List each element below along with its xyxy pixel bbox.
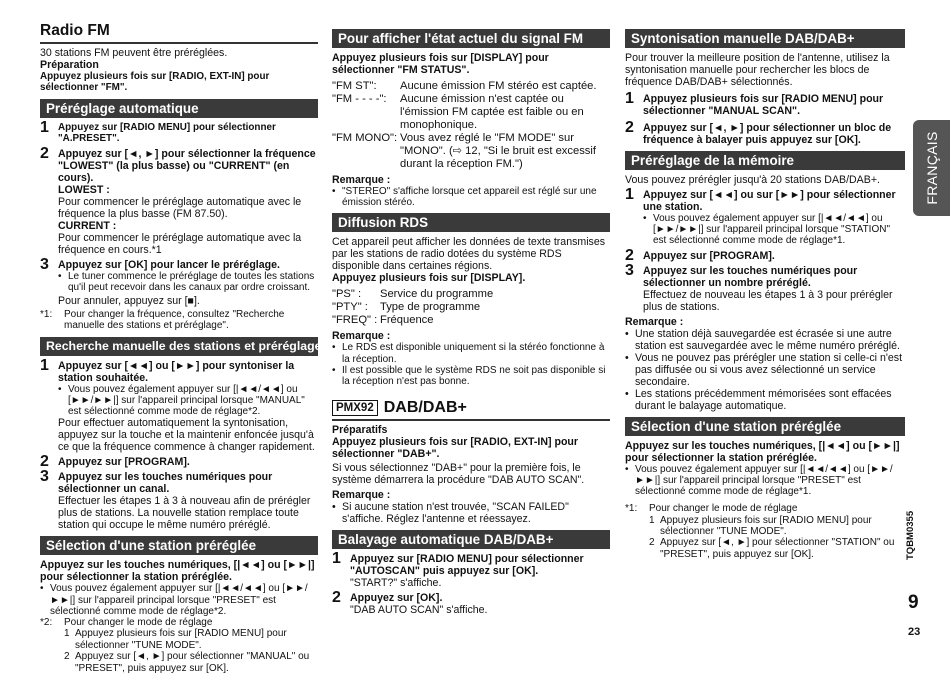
memory-remark-1: • Une station déjà sauvegardée est écrasée si une autre station est sauvegardée avec le même numéro préréglé.	[625, 328, 905, 352]
dab-select-bullet: • Vous pouvez également appuyer sur [|◄◄/◄◄] ou [►►/►►|] sur l'appareil principal lorsque "PRESET" est sélectionné comme mode de réglage*1.	[625, 464, 905, 498]
local-page-number: 9	[908, 592, 919, 613]
scan-step-1: 1 Appuyez sur [RADIO MENU] pour sélectionner "AUTOSCAN" puis appuyez sur [OK]. "START?" s'affiche.	[332, 550, 584, 590]
select-instruction: Appuyez sur les touches numériques, [|◄◄] ou [►►|] pour sélectionner la station préréglée.	[40, 559, 315, 584]
manual-step-3: 3 Appuyez sur les touches numériques pour sélectionner un canal. Effectuer les étapes 1 à 3 à nouveau afin de prérégler plus de stations. La nouvelle station remplace toute station qui occupe le même numéro préréglé.	[40, 468, 311, 532]
dab-remark: • Si aucune station n'est trouvée, "SCAN FAILED" s'affiche. Réglez l'antenne et réessayez.	[332, 501, 610, 525]
title-rule	[40, 42, 318, 44]
rds-remark-2: • Il est possible que le système RDS ne soit pas disponible si la réception n'est pas bonne.	[332, 365, 610, 387]
manual-step-2: 2 Appuyez sur [PROGRAM].	[40, 453, 190, 471]
scan-step-2: 2 Appuyez sur [OK]. "DAB AUTO SCAN" s'affiche.	[332, 589, 488, 617]
header-fm-status: Pour afficher l'état actuel du signal FM	[332, 29, 610, 48]
page-number: 23	[908, 626, 921, 638]
memory-step-1: 1 Appuyez sur [◄◄] ou sur [►►] pour sélectionner une station. • Vous pouvez également appuyer sur [|◄◄/◄◄] ou [►►/►►|] sur l'appareil principal lorsque "STATION" est sélectionné comme mode de réglage*1.	[625, 189, 905, 247]
header-preset-auto: Préréglage automatique	[40, 99, 318, 118]
dab-prep-note: Si vous sélectionnez "DAB+" pour la première fois, le système démarrera la procédure "DAB AUTO SCAN".	[332, 462, 585, 487]
model-badge: PMX92	[332, 400, 378, 416]
remark-stereo: • "STEREO" s'affiche lorsque cet appareil est réglé sur une émission stéréo.	[332, 186, 610, 208]
middle-column	[332, 22, 610, 616]
left-column	[40, 22, 322, 674]
manual-step-1: 1 Appuyez sur [◄◄] ou [►►] pour syntoniser la station souhaitée. • Vous pouvez également appuyer sur [|◄◄/◄◄] ou [►►/►►|] sur l'appareil principal lorsque "MANUAL" est sélectionné comme mode de réglage*2. Pour effectuer automatiquement la syntonisation, appuyez sur la touche et la maintenir enfoncée jusqu'à ce que la fréquence commence à changer rapidement.	[40, 360, 318, 454]
footnote-2-sub2: 2 Appuyez sur [◄, ►] pour sélectionner "MANUAL" ou "PRESET", puis appuyez sur [OK].	[64, 651, 310, 674]
rds-remark-1: • Le RDS est disponible uniquement si la stéréo fonctionne à la réception.	[332, 342, 610, 364]
header-select-preset-dab: Sélection d'une station préréglée	[625, 417, 905, 436]
dab-select-instruction: Appuyez sur les touches numériques, [|◄◄] ou [►►|] pour sélectionner la station préréglée.	[625, 439, 900, 464]
memory-remark-label: Remarque :	[625, 315, 684, 328]
memory-remark-3: • Les stations précédemment mémorisées sont effacées durant le balayage automatique.	[625, 388, 905, 412]
header-select-preset-fm: Sélection d'une station préréglée	[40, 536, 318, 555]
dab-prep-text: Appuyez plusieurs fois sur [RADIO, EXT-IN] pour sélectionner "DAB+".	[332, 436, 579, 461]
rds-list: "PS" : Service du programme "PTY" : Type de programme "FREQ" : Fréquence	[332, 288, 494, 327]
prep-label: Préparation	[40, 59, 99, 71]
tune-step-1: 1 Appuyez plusieurs fois sur [RADIO MENU] pour sélectionner "MANUAL SCAN".	[625, 90, 884, 117]
dab-prep-label: Préparatifs	[332, 424, 388, 437]
header-manual-tune-dab: Syntonisation manuelle DAB/DAB+	[625, 29, 905, 48]
header-rds: Diffusion RDS	[332, 213, 610, 232]
right-column	[625, 22, 905, 560]
fm-intro: 30 stations FM peuvent être préréglées.	[40, 47, 228, 59]
dab-footnote-sub1: 1 Appuyez plusieurs fois sur [RADIO MENU] pour sélectionner "TUNE MODE".	[649, 514, 872, 538]
tune-step-2: 2 Appuyez sur [◄, ►] pour sélectionner un bloc de fréquence à balayer puis appuyez sur [OK].	[625, 119, 892, 146]
rds-instruction: Appuyez plusieurs fois sur [DISPLAY].	[332, 272, 526, 285]
step-1: 1 Appuyez sur [RADIO MENU] pour sélectionner "A.PRESET".	[40, 118, 276, 145]
tune-intro: Pour trouver la meilleure position de l'antenne, utilisez la syntonisation manuelle pour rechercher les blocs de fréquence DAB/DAB+ sélectionnés.	[625, 52, 890, 88]
dab-footnote-sub2: 2 Appuyez sur [◄, ►] pour sélectionner "STATION" ou "PRESET", puis appuyez sur [OK].	[649, 537, 895, 560]
header-auto-scan: Balayage automatique DAB/DAB+	[332, 530, 610, 549]
memory-step-3: 3 Appuyez sur les touches numériques pour sélectionner un nombre préréglé. Effectuez de nouveau les étapes 1 à 3 pour prérégler plus de stations.	[625, 261, 893, 313]
select-bullet: • Vous pouvez également appuyer sur [|◄◄/◄◄] ou [►►/►►|] sur l'appareil principal lorsque "PRESET" est sélectionné comme mode de réglage*2.	[40, 583, 318, 617]
remark-label: Remarque :	[332, 174, 391, 186]
fm-status-instruction: Appuyez plusieurs fois sur [DISPLAY] pour sélectionner "FM STATUS".	[332, 52, 549, 76]
step-2: 2 Appuyez sur [◄, ►] pour sélectionner la fréquence "LOWEST" (la plus basse) ou "CURRENT" (en cours). LOWEST : Pour commencer le préréglage automatique avec le fréquence la plus basse (FM 87.50). CURRENT : Pour commencer le préréglage automatique avec la fréquence en cours.*1	[40, 144, 316, 256]
footnote-2: *2: Pour changer le mode de réglage	[40, 617, 213, 629]
memory-step-2: 2 Appuyez sur [PROGRAM].	[625, 246, 775, 264]
rds-intro: Cet appareil peut afficher les données de texte transmises par les stations de radio dotées du système RDS disponible dans certaines régions.	[332, 236, 606, 273]
dab-footnote-1: *1: Pour changer le mode de réglage	[625, 503, 798, 515]
doc-code: TQBM0355	[905, 510, 916, 560]
footnote-1: *1: Pour changer la fréquence, consultez "Recherche manuelle des stations et préréglage".	[40, 309, 285, 332]
dab-remark-label: Remarque :	[332, 489, 391, 502]
prep-text: Appuyez plusieurs fois sur [RADIO, EXT-IN] pour sélectionner "FM".	[40, 71, 270, 94]
header-manual-search: Recherche manuelle des stations et préréglage	[40, 337, 318, 356]
rds-remark-label: Remarque :	[332, 330, 391, 343]
language-tab: FRANÇAIS	[913, 120, 950, 216]
footnote-2-sub1: 1 Appuyez plusieurs fois sur [RADIO MENU] pour sélectionner "TUNE MODE".	[64, 628, 287, 651]
memory-intro: Vous pouvez prérégler jusqu'à 20 stations DAB/DAB+.	[625, 174, 880, 186]
header-memory-preset: Préréglage de la mémoire	[625, 151, 905, 170]
step-3: 3 Appuyez sur [OK] pour lancer le préréglage. • Le tuner commence le préréglage de toutes les stations qu'il peut recevoir dans les canaux par ordre croissant. Pour annuler, appuyez sur [■].	[40, 259, 318, 307]
section-title-radio-fm: Radio FM	[40, 22, 110, 39]
fm-status-list: "FM ST": Aucune émission FM stéréo est captée. "FM - - - -": Aucune émission n'est captée ou l'émission FM captée est faible ou en monophonique. "FM MONO": Vous avez réglé le "FM MODE" sur "MONO". (⇨ 12, "Si le bruit est excessif durant la réception FM.")	[332, 80, 597, 170]
dab-heading	[332, 399, 610, 417]
dab-rule	[332, 419, 610, 421]
memory-remark-2: • Vous ne pouvez pas prérégler une station si celle-ci n'est pas diffusée ou si vous avez sélectionné un service secondaire.	[625, 352, 905, 388]
dab-title: DAB/DAB+	[383, 399, 467, 417]
